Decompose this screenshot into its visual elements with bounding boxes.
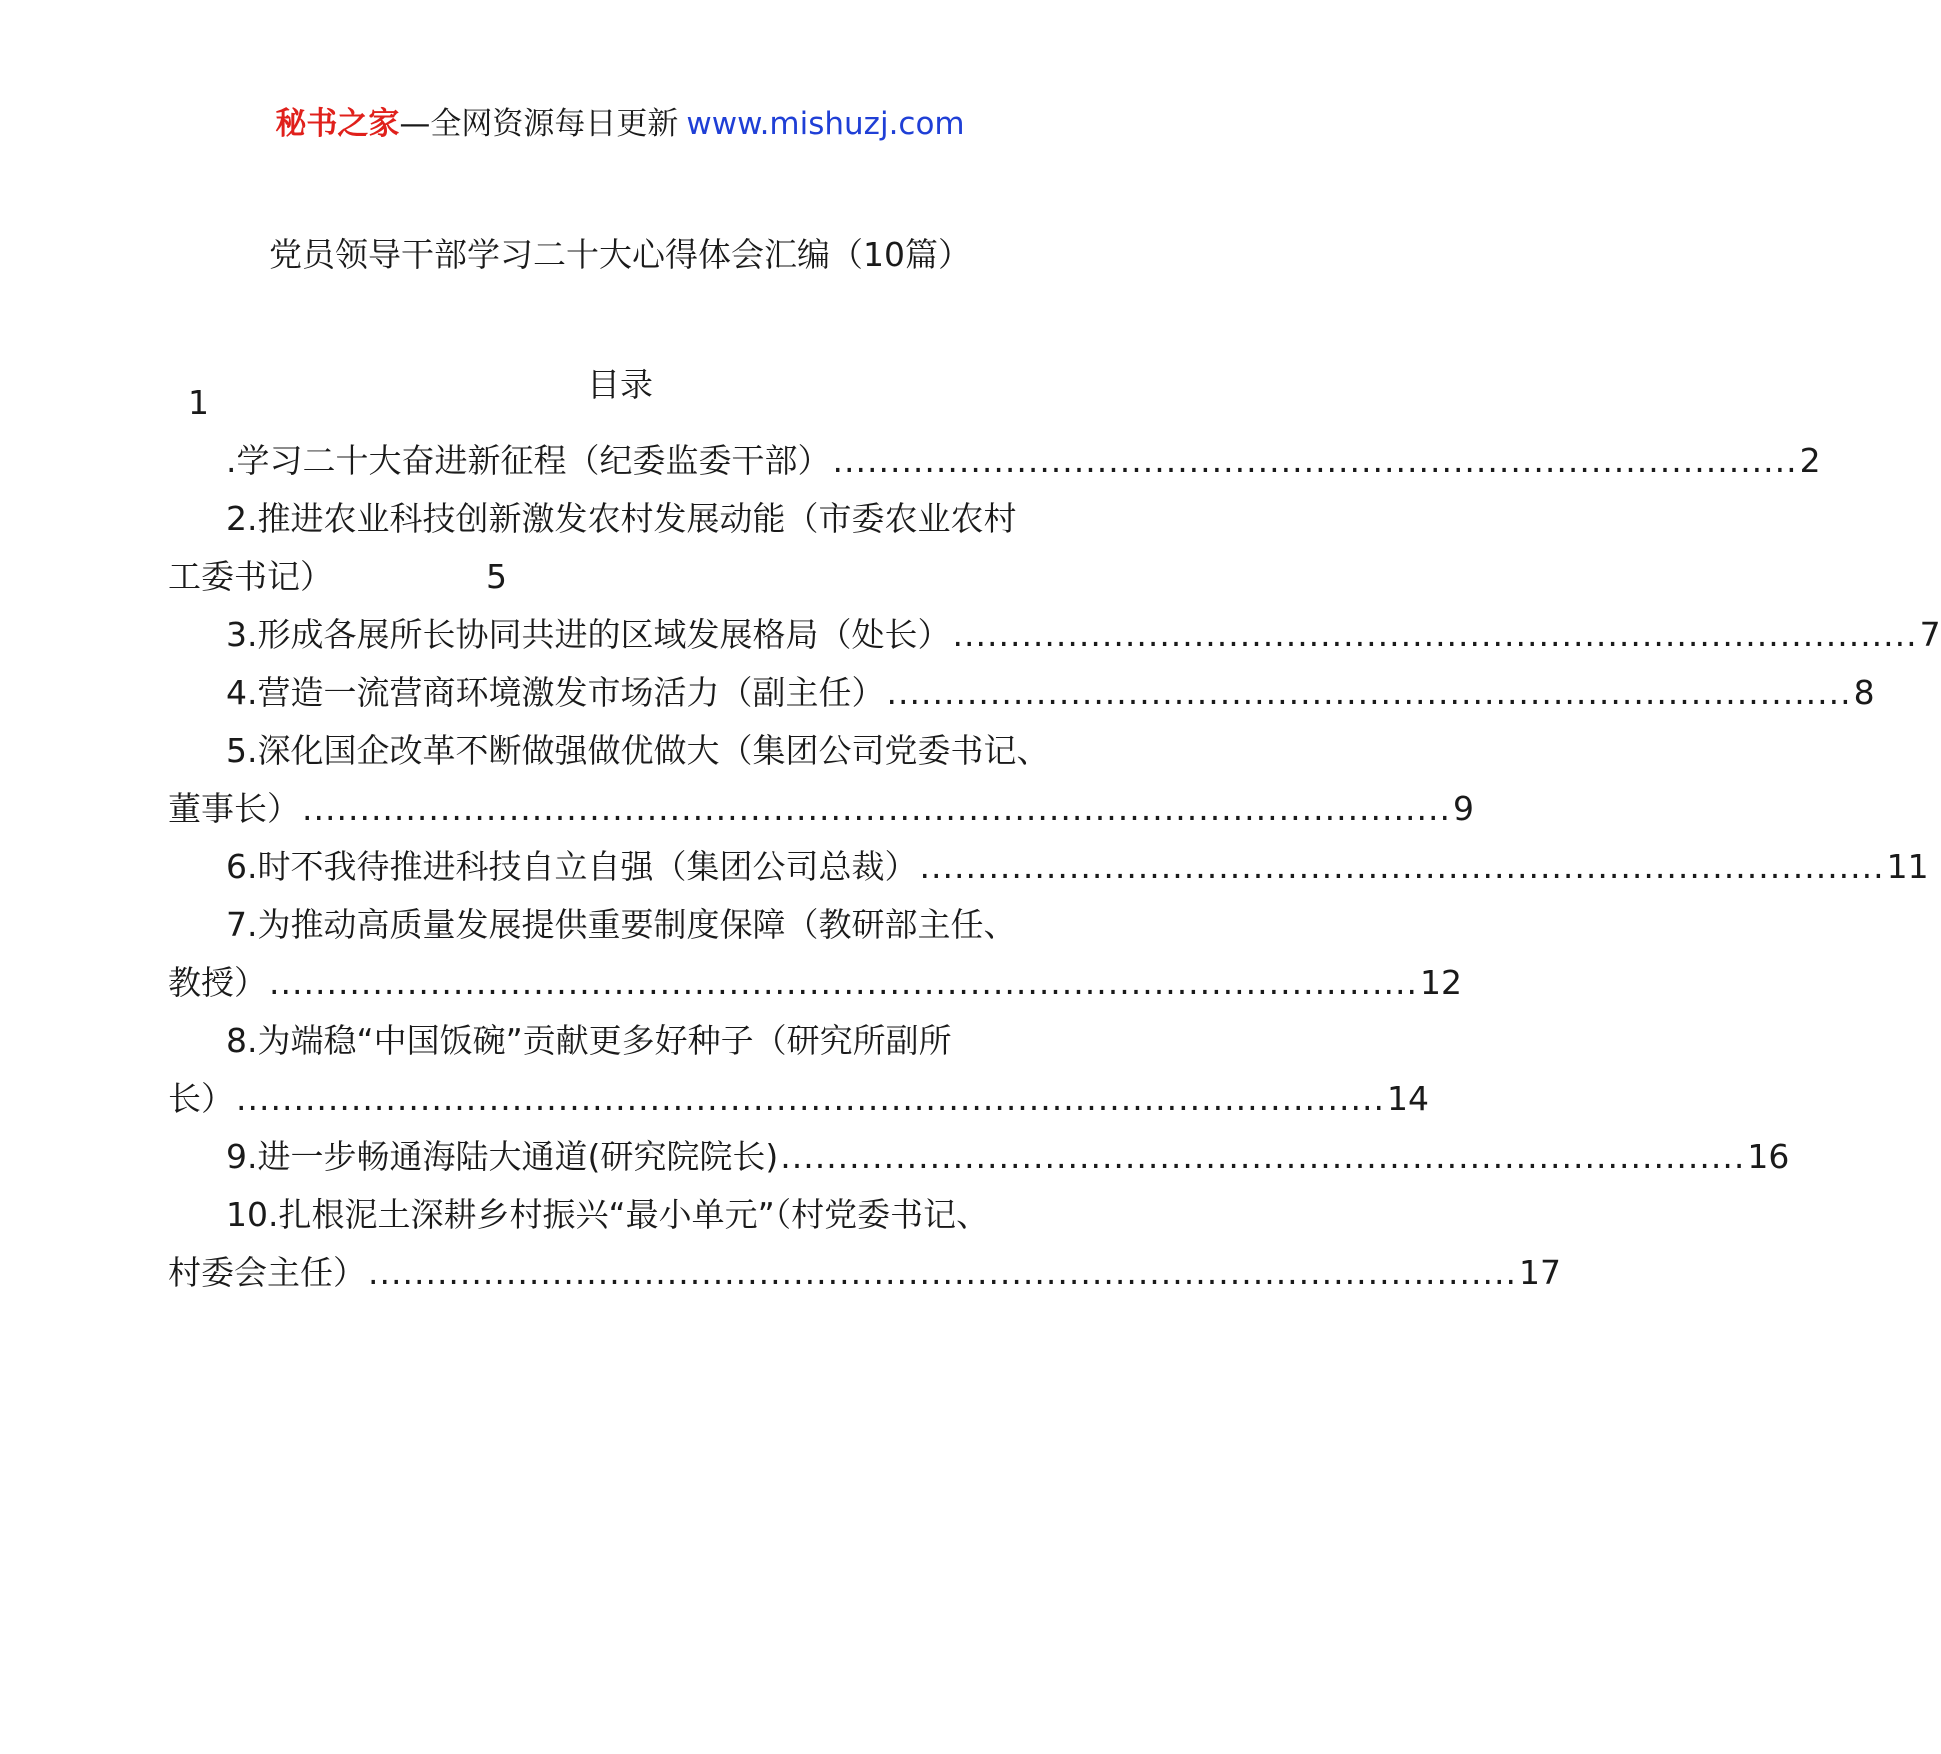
toc-item-page: 16 [1747,1137,1790,1176]
toc-item-text: 6.时不我待推进科技自立自强（集团公司总裁） [226,847,918,886]
toc-heading: 目录 [587,365,653,404]
toc-item-page: 7 [1919,615,1941,654]
toc-item-4[interactable] [226,668,1875,718]
toc-item-page: 2 [1799,441,1821,480]
toc-item-2-line2[interactable]: 工委书记） [168,557,333,596]
toc-item-8-line2[interactable] [168,1074,1429,1124]
toc-item-text: 教授） [168,963,267,1002]
document-title: 党员领导干部学习二十大心得体会汇编（10篇） [269,235,971,274]
toc-leader-dots: .................................................................................................... [302,789,1451,828]
toc-item-text: 3.形成各展所长协同共进的区域发展格局（处长） [226,615,951,654]
toc-leader-dots: .................................................................................... [919,847,1885,886]
toc-stray-number: 1 [188,383,209,422]
toc-item-page: 14 [1386,1079,1429,1118]
toc-leader-dots: .................................................................................................... [236,1079,1385,1118]
toc-item-5-line2[interactable] [168,784,1474,834]
toc-leader-dots: .................................................................................................... [269,963,1418,1002]
toc-item-text: 长） [168,1079,234,1118]
toc-leader-dots: .................................................................................... [832,441,1798,480]
toc-leader-dots: .................................................................................... [952,615,1918,654]
toc-item-2-page: 5 [486,557,507,596]
toc-item-5-line1[interactable]: 5.深化国企改革不断做强做优做大（集团公司党委书记、 [226,731,1050,770]
toc-leader-dots: .................................................................................................... [368,1253,1517,1292]
toc-item-text: 董事长） [168,789,300,828]
toc-item-3[interactable] [226,610,1941,660]
toc-item-2-line1[interactable]: 2.推进农业科技创新激发农村发展动能（市委农业农村 [226,499,1017,538]
brand-name: 秘书之家 [275,106,400,142]
toc-item-page: 8 [1853,673,1875,712]
toc-item-8-line1[interactable]: 8.为端稳“中国饭碗”贡献更多好种子（研究所副所 [226,1021,952,1060]
toc-item-page: 17 [1518,1253,1561,1292]
site-url-link[interactable]: www.mishuzj.com [686,106,965,142]
toc-item-page: 11 [1886,847,1929,886]
toc-item-7-line2[interactable] [168,958,1462,1008]
toc-item-6[interactable] [226,842,1929,892]
toc-item-page: 12 [1419,963,1462,1002]
toc-item-9[interactable] [226,1132,1790,1182]
site-header [0,100,1240,148]
toc-leader-dots: .................................................................................... [780,1137,1746,1176]
toc-item-text: 4.营造一流营商环境激发市场活力（副主任） [226,673,885,712]
toc-item-10-line1[interactable]: 10.扎根泥土深耕乡村振兴“最小单元”（村党委书记、 [226,1195,990,1234]
toc-item-1[interactable] [226,436,1821,486]
toc-item-10-line2[interactable] [168,1248,1561,1298]
header-tagline: —全网资源每日更新 [399,106,679,142]
toc-item-7-line1[interactable]: 7.为推动高质量发展提供重要制度保障（教研部主任、 [226,905,1017,944]
toc-item-text: 9.进一步畅通海陆大通道(研究院院长) [226,1137,779,1176]
toc-item-page: 9 [1452,789,1474,828]
toc-item-text: .学习二十大奋进新征程（纪委监委干部） [226,441,831,480]
toc-item-text: 村委会主任） [168,1253,366,1292]
toc-leader-dots: .................................................................................... [886,673,1852,712]
